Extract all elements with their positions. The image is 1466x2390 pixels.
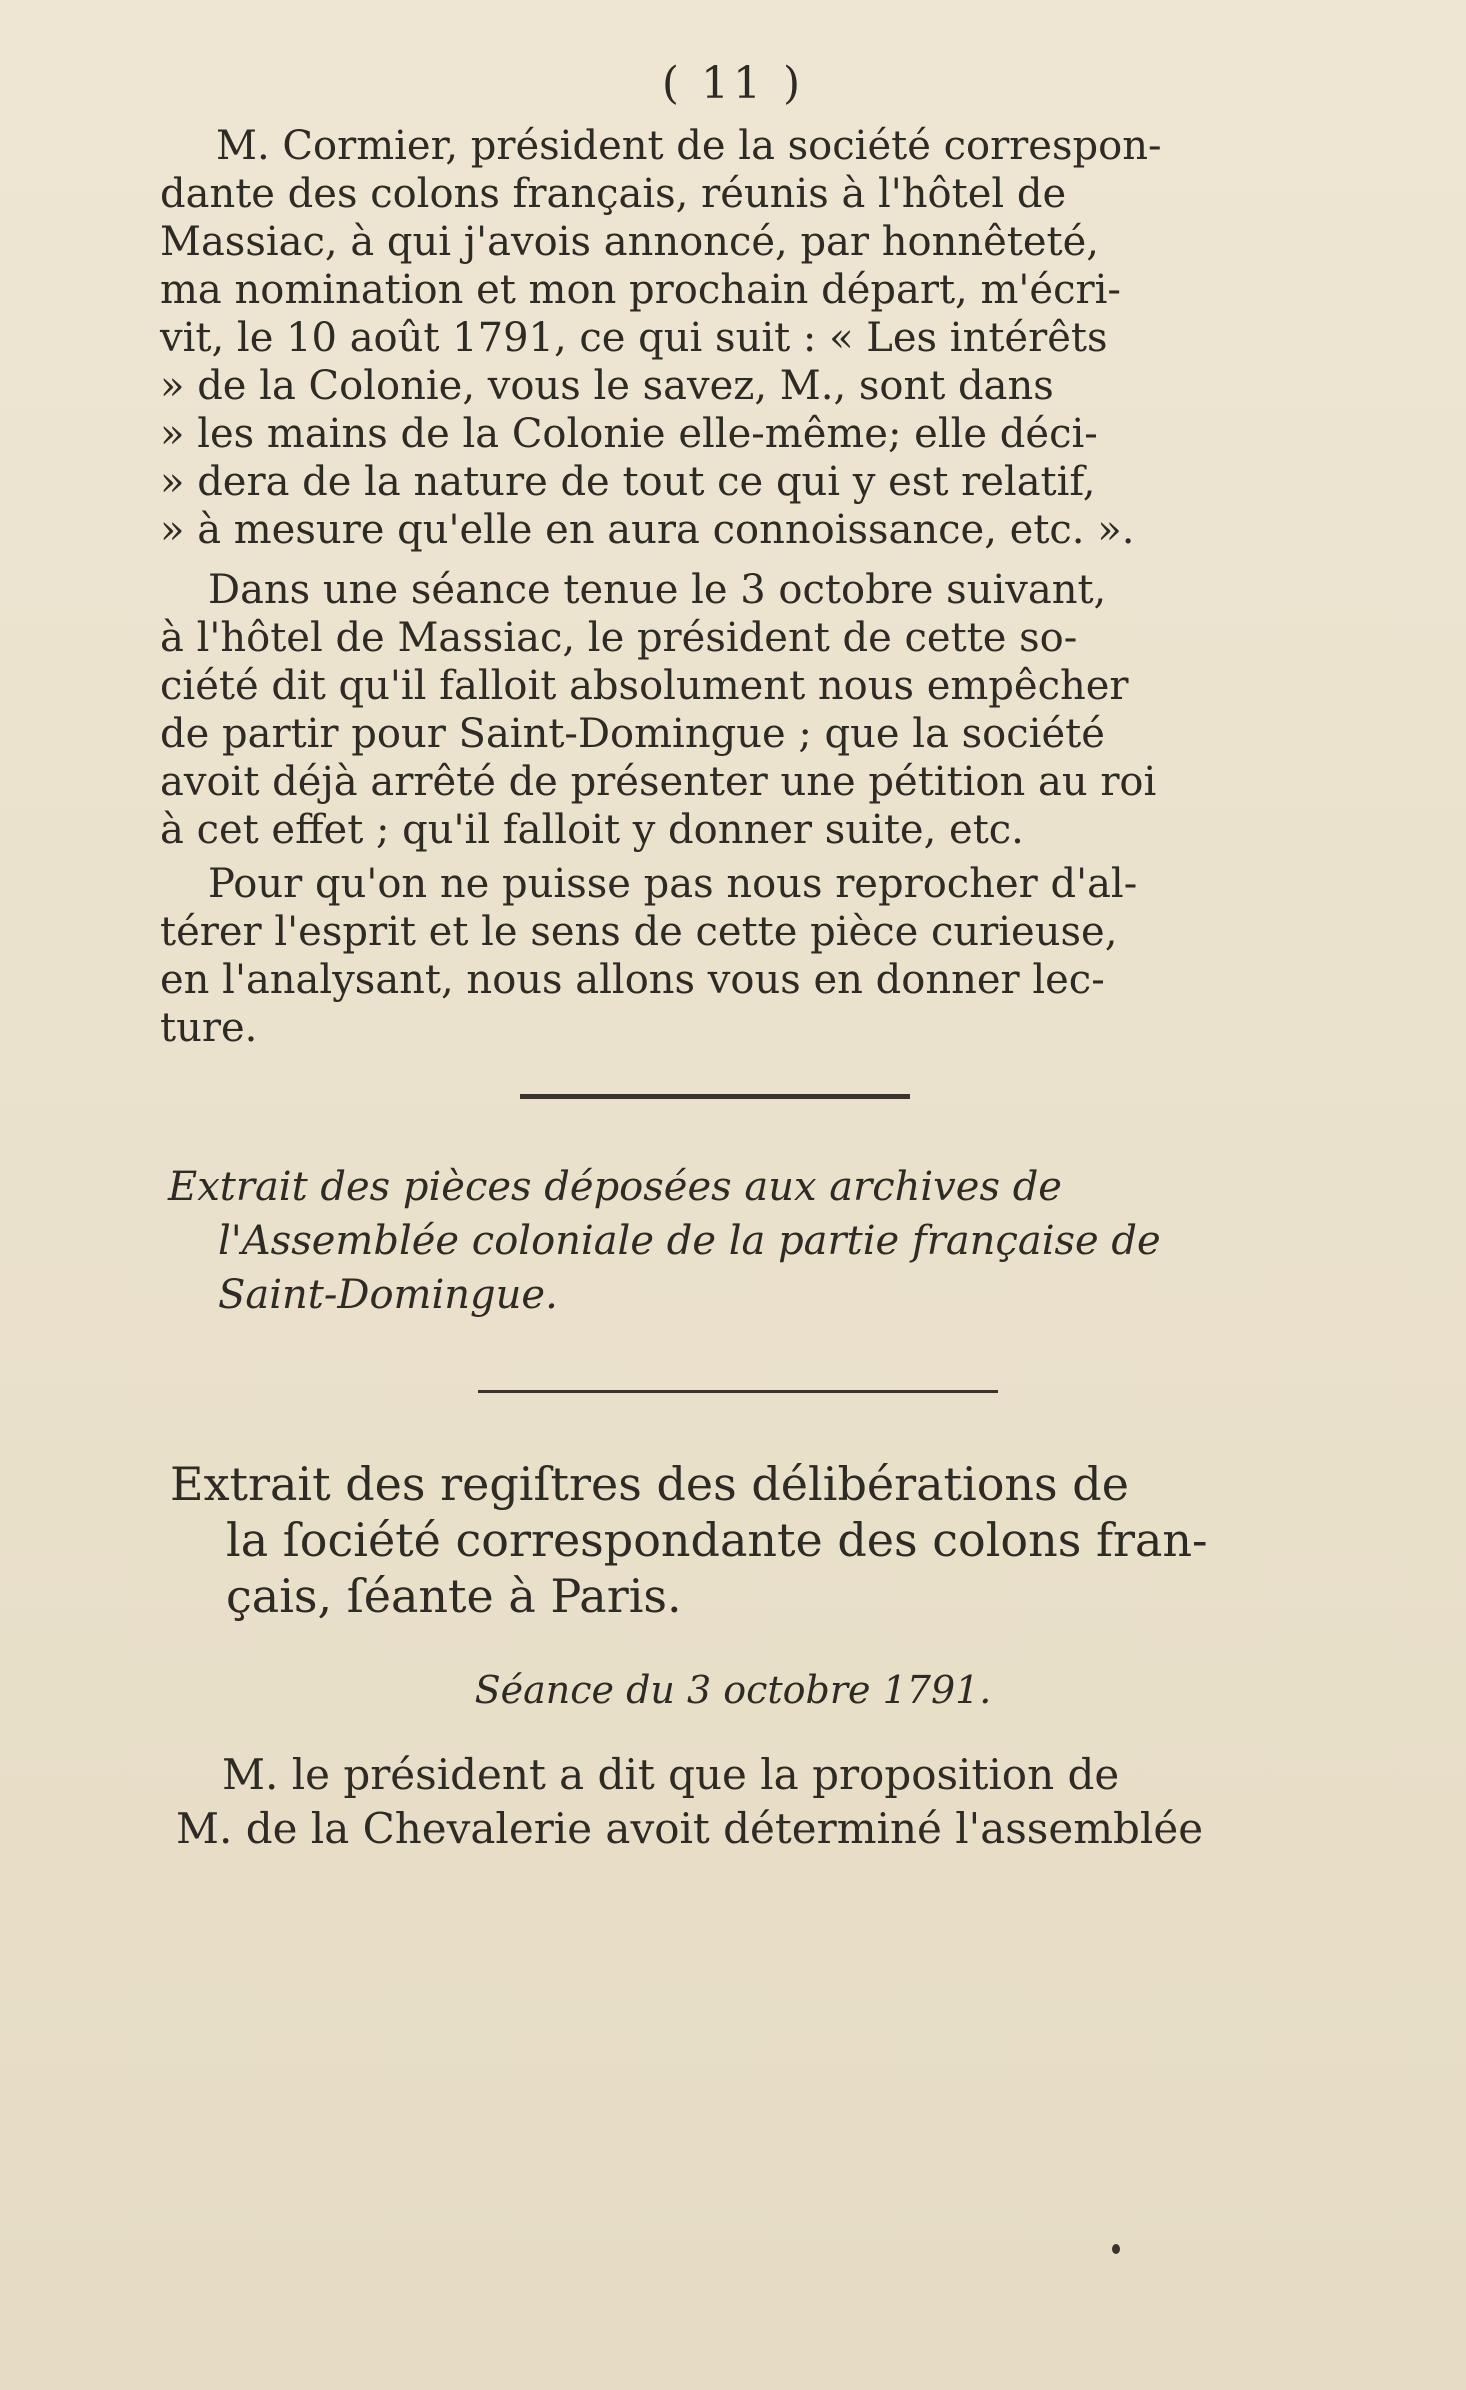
- text-line: » les mains de la Colonie elle-même; elle déci-: [160, 411, 1098, 457]
- paragraph-1: [160, 122, 1286, 554]
- final-paragraph: [176, 1748, 1304, 1856]
- text-line: M. Cormier, président de la société correspon-: [216, 123, 1162, 169]
- text-line: avoit déjà arrêté de présenter une pétition au roi: [160, 759, 1157, 805]
- text-line: en l'analysant, nous allons vous en donner lec-: [160, 957, 1105, 1003]
- text-line: vit, le 10 août 1791, ce qui suit : « Les intérêts: [160, 315, 1108, 361]
- text-line: M. de la Chevalerie avoit déterminé l'assemblée: [176, 1804, 1204, 1853]
- heading-line: l'Assemblée coloniale de la partie française de: [218, 1218, 1161, 1264]
- page-number: ( 11 ): [661, 58, 805, 109]
- session-date: Séance du 3 octobre 1791.: [474, 1668, 992, 1712]
- extract-heading: [168, 1160, 1298, 1322]
- heading-line: la ſociété correspondante des colons fran-: [226, 1513, 1208, 1567]
- section-rule: [478, 1390, 998, 1393]
- text-line: Dans une séance tenue le 3 octobre suivant,: [208, 567, 1107, 613]
- text-line: » de la Colonie, vous le savez, M., sont dans: [160, 363, 1054, 409]
- heading-line: Extrait des regiſtres des délibérations de: [170, 1457, 1129, 1511]
- text-line: Pour qu'on ne puisse pas nous reprocher d'al-: [208, 861, 1138, 907]
- heading-line: Saint-Domingue.: [218, 1272, 558, 1318]
- text-line: ma nomination et mon prochain départ, m'écri-: [160, 267, 1121, 313]
- text-line: térer l'esprit et le sens de cette pièce curieuse,: [160, 909, 1118, 955]
- paragraph-2: [160, 566, 1286, 854]
- text-line: ciété dit qu'il falloit absolument nous empêcher: [160, 663, 1129, 709]
- text-line: » à mesure qu'elle en aura connoissance, etc. ».: [160, 507, 1135, 553]
- text-line: dante des colons français, réunis à l'hôtel de: [160, 171, 1067, 217]
- section-rule: [520, 1094, 910, 1099]
- text-line: à cet effet ; qu'il falloit y donner suite, etc.: [160, 807, 1024, 853]
- text-line: de partir pour Saint-Domingue ; que la société: [160, 711, 1105, 757]
- paragraph-3: [160, 860, 1286, 1052]
- paper-speck: [1112, 2244, 1120, 2254]
- text-line: Massiac, à qui j'avois annoncé, par honnêteté,: [160, 219, 1099, 265]
- text-line: M. le président a dit que la proposition de: [222, 1750, 1120, 1799]
- register-heading: [170, 1456, 1300, 1624]
- text-line: ture.: [160, 1005, 258, 1051]
- text-line: à l'hôtel de Massiac, le président de cette so-: [160, 615, 1078, 661]
- heading-line: Extrait des pièces déposées aux archives de: [168, 1164, 1062, 1210]
- text-line: » dera de la nature de tout ce qui y est relatif,: [160, 459, 1096, 505]
- heading-line: çais, ſéante à Paris.: [226, 1569, 682, 1623]
